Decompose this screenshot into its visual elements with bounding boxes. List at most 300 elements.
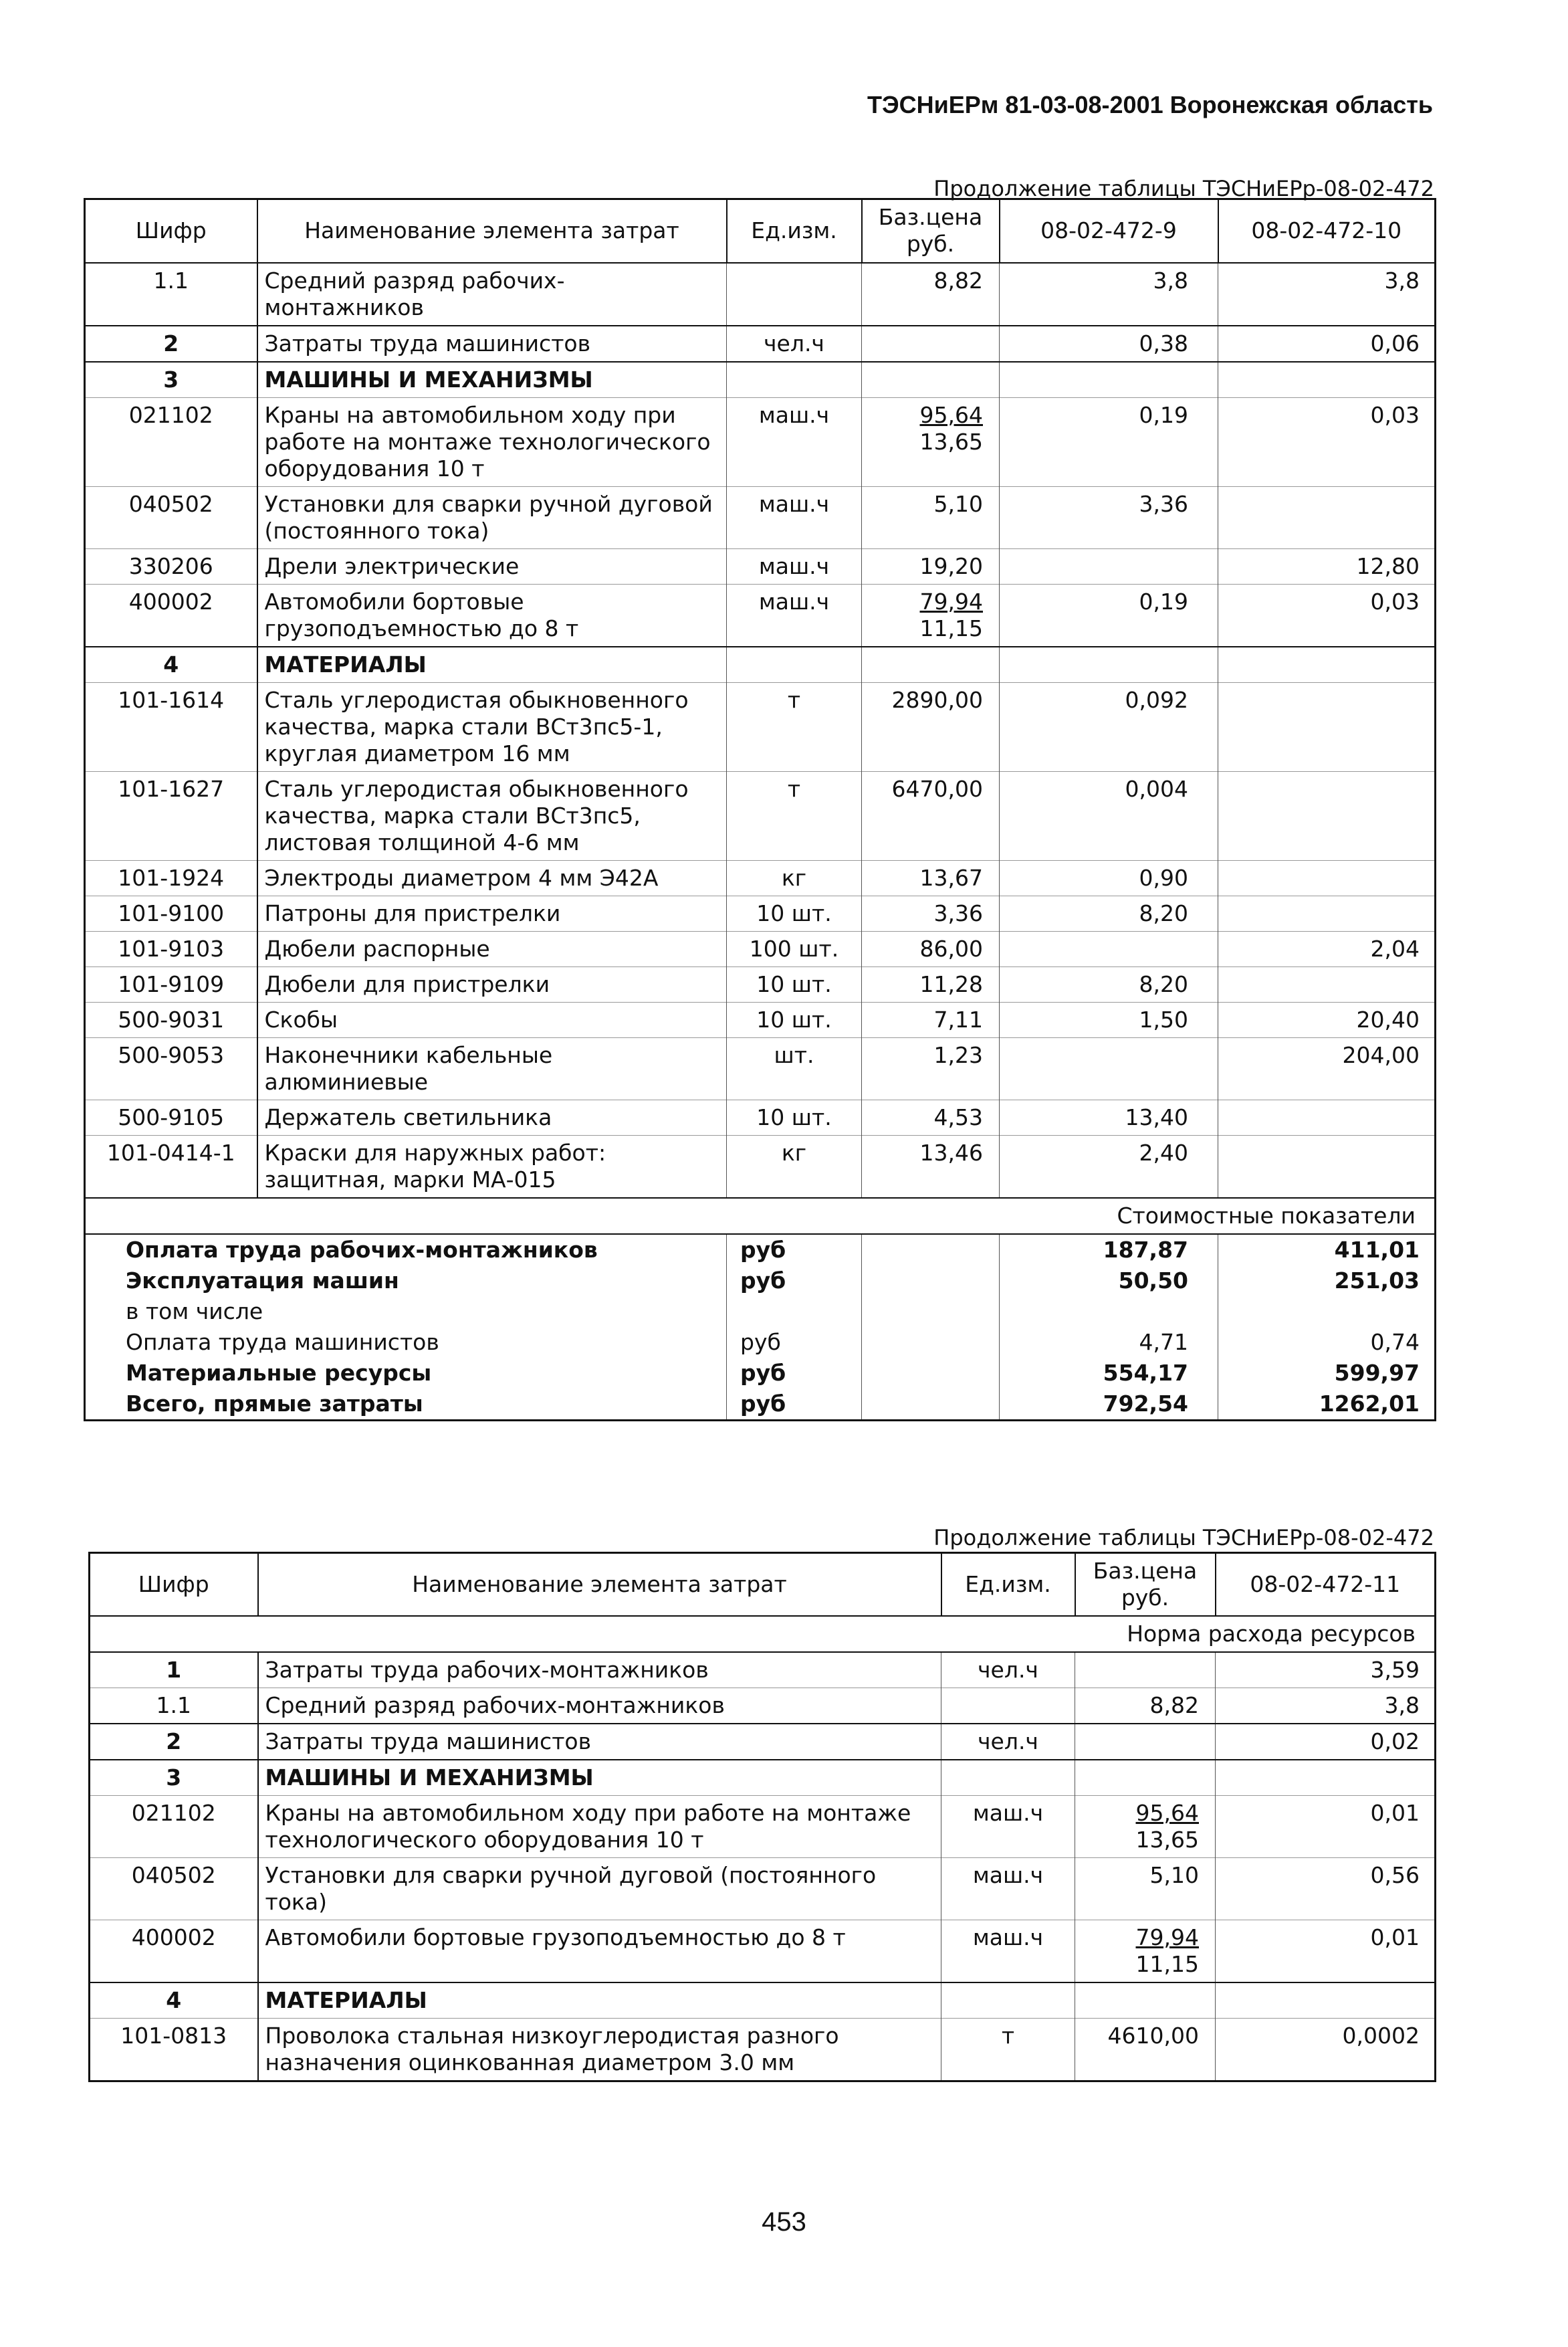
resource-code bbox=[90, 1796, 258, 1858]
resource-code-text: 4 bbox=[163, 651, 179, 678]
resource-name-text: Затраты труда рабочих-монтажников bbox=[265, 1657, 709, 1683]
norm-value-2 bbox=[1218, 1100, 1436, 1135]
base-price bbox=[862, 896, 1000, 931]
unit bbox=[727, 1135, 862, 1198]
unit bbox=[727, 860, 862, 896]
cost-label: Оплата труда рабочих-монтажников bbox=[85, 1234, 727, 1265]
resource-table-2 bbox=[88, 1552, 1436, 2082]
norm-value-2 bbox=[1218, 486, 1436, 548]
resource-name bbox=[258, 1688, 941, 1724]
norm-value-1-text: 0,38 bbox=[1139, 330, 1188, 356]
resource-code bbox=[85, 931, 257, 966]
base-price bbox=[862, 647, 1000, 683]
norm-value-1-text: 0,01 bbox=[1370, 1800, 1420, 1826]
norm-value-1 bbox=[1000, 1002, 1218, 1037]
unit-text: чел.ч bbox=[978, 1728, 1038, 1754]
norm-value-1-text: 0,90 bbox=[1139, 864, 1188, 891]
base-price bbox=[1075, 1688, 1216, 1724]
norm-value-2 bbox=[1218, 896, 1436, 931]
resource-code bbox=[85, 584, 257, 647]
header-code: Шифр bbox=[90, 1553, 258, 1617]
norm-value-1-text: 8,20 bbox=[1139, 900, 1188, 926]
resource-name bbox=[257, 548, 727, 584]
unit-text: маш.ч bbox=[972, 1924, 1044, 1950]
resource-code-text: 021102 bbox=[131, 1800, 216, 1826]
unit-text: т bbox=[787, 775, 801, 802]
header-col1: 08-02-472-9 bbox=[1000, 199, 1218, 263]
resource-name bbox=[257, 931, 727, 966]
table-row bbox=[90, 1652, 1436, 1688]
norm-value-1 bbox=[1000, 548, 1218, 584]
norm-value-2 bbox=[1218, 860, 1436, 896]
cost-empty bbox=[862, 1389, 1000, 1421]
table-row bbox=[85, 362, 1436, 398]
cost-row bbox=[85, 1358, 1436, 1389]
table-row bbox=[85, 326, 1436, 362]
base-price-text: 7,11 bbox=[933, 1006, 983, 1033]
unit-text: кг bbox=[781, 1139, 807, 1166]
cost-value-2: 1262,01 bbox=[1319, 1390, 1420, 1417]
table-row bbox=[85, 1135, 1436, 1198]
base-price bbox=[1075, 1652, 1216, 1688]
norm-value-2-text: 12,80 bbox=[1356, 552, 1420, 579]
cost-value-1: 187,87 bbox=[1000, 1234, 1218, 1265]
unit bbox=[941, 1858, 1075, 1920]
norm-caption: Норма расхода ресурсов bbox=[90, 1616, 1436, 1652]
norm-value-1 bbox=[1216, 2019, 1436, 2081]
cost-unit bbox=[727, 1296, 862, 1327]
unit-text: шт. bbox=[774, 1041, 814, 1068]
table1-caption: Продолжение таблицы ТЭСНиЕРр-08-02-472 bbox=[933, 176, 1434, 201]
table-row bbox=[85, 397, 1436, 486]
unit-text: т bbox=[787, 686, 801, 713]
base-price bbox=[862, 1002, 1000, 1037]
norm-value-1-text: 0,19 bbox=[1139, 588, 1188, 615]
header-name: Наименование элемента затрат bbox=[258, 1553, 941, 1617]
norm-value-1-text: 13,40 bbox=[1125, 1104, 1188, 1130]
page-number: 453 bbox=[762, 2207, 806, 2237]
table-row bbox=[85, 896, 1436, 931]
cost-unit: руб bbox=[727, 1265, 862, 1296]
norm-value-1 bbox=[1000, 1100, 1218, 1135]
table2-caption: Продолжение таблицы ТЭСНиЕРр-08-02-472 bbox=[933, 1525, 1434, 1550]
norm-value-2-text: 0,03 bbox=[1370, 401, 1420, 428]
table-row bbox=[85, 486, 1436, 548]
table-row bbox=[85, 682, 1436, 771]
table-row bbox=[90, 1796, 1436, 1858]
table-row bbox=[85, 931, 1436, 966]
resource-code bbox=[85, 966, 257, 1002]
base-price bbox=[1075, 2019, 1216, 2081]
base-price bbox=[862, 326, 1000, 362]
base-price-text: 4,53 bbox=[933, 1104, 983, 1130]
table2-header-row bbox=[90, 1553, 1436, 1617]
base-price bbox=[1075, 1760, 1216, 1796]
resource-code bbox=[85, 647, 257, 683]
header-price: Баз.цена руб. bbox=[1075, 1553, 1216, 1617]
norm-value-2-text: 204,00 bbox=[1342, 1041, 1420, 1068]
cost-empty bbox=[862, 1296, 1000, 1327]
resource-code-text: 101-9103 bbox=[118, 935, 225, 962]
resource-code-text: 101-0414-1 bbox=[106, 1139, 235, 1166]
resource-name bbox=[257, 326, 727, 362]
resource-code bbox=[90, 2019, 258, 2081]
norm-value-1-text: 0,01 bbox=[1370, 1924, 1420, 1950]
resource-code-text: 101-1614 bbox=[118, 686, 225, 713]
norm-value-1-text: 0,56 bbox=[1370, 1862, 1420, 1888]
norm-value-2 bbox=[1218, 362, 1436, 398]
unit bbox=[727, 1002, 862, 1037]
norm-value-1 bbox=[1000, 771, 1218, 860]
norm-value-1 bbox=[1000, 647, 1218, 683]
resource-name-text: МАТЕРИАЛЫ bbox=[264, 651, 427, 678]
norm-value-2 bbox=[1218, 647, 1436, 683]
resource-name bbox=[257, 647, 727, 683]
base-price-text: 4610,00 bbox=[1107, 2023, 1199, 2049]
unit-text: маш.ч bbox=[972, 1800, 1044, 1826]
cost-unit: руб bbox=[727, 1234, 862, 1265]
resource-code bbox=[90, 1760, 258, 1796]
resource-code bbox=[85, 1100, 257, 1135]
norm-value-1-text: 8,20 bbox=[1139, 971, 1188, 997]
base-price bbox=[862, 486, 1000, 548]
base-price-text: 8,82 bbox=[933, 267, 983, 294]
unit bbox=[727, 931, 862, 966]
header-code: Шифр bbox=[85, 199, 257, 263]
norm-value-1 bbox=[1216, 1688, 1436, 1724]
resource-code bbox=[85, 548, 257, 584]
norm-value-1 bbox=[1216, 1796, 1436, 1858]
cost-label: Оплата труда машинистов bbox=[85, 1327, 727, 1358]
resource-name bbox=[258, 1796, 941, 1858]
norm-value-1 bbox=[1216, 1858, 1436, 1920]
resource-name-text: Наконечники кабельные алюминиевые bbox=[264, 1041, 553, 1095]
base-price-cell bbox=[862, 584, 1000, 647]
resource-code-text: 1.1 bbox=[156, 1692, 191, 1718]
table-row bbox=[85, 771, 1436, 860]
norm-value-2 bbox=[1218, 1037, 1436, 1100]
resource-code bbox=[85, 326, 257, 362]
base-price: 79,94 bbox=[919, 588, 983, 615]
base-price bbox=[862, 771, 1000, 860]
cost-empty bbox=[862, 1358, 1000, 1389]
norm-value-1-text: 3,8 bbox=[1384, 1692, 1420, 1718]
unit bbox=[727, 362, 862, 398]
cost-label: в том числе bbox=[85, 1296, 727, 1327]
base-price-wage: 13,65 bbox=[1135, 1827, 1199, 1853]
norm-value-1-text: 0,19 bbox=[1139, 401, 1188, 428]
base-price-text: 6470,00 bbox=[891, 775, 983, 802]
norm-value-2-text: 0,06 bbox=[1370, 330, 1420, 356]
unit bbox=[727, 896, 862, 931]
cost-row bbox=[85, 1327, 1436, 1358]
norm-value-1 bbox=[1216, 1724, 1436, 1760]
resource-name bbox=[257, 1100, 727, 1135]
resource-name-text: Автомобили бортовые грузоподъемностью до 8 т bbox=[265, 1924, 846, 1950]
table-row bbox=[90, 1724, 1436, 1760]
resource-code-text: 101-1924 bbox=[118, 864, 225, 891]
norm-value-1 bbox=[1000, 931, 1218, 966]
resource-name-text: Дюбели для пристрелки bbox=[264, 971, 550, 997]
norm-value-2 bbox=[1218, 1002, 1436, 1037]
cost-empty bbox=[862, 1234, 1000, 1265]
norm-value-1 bbox=[1000, 896, 1218, 931]
resource-code-text: 040502 bbox=[128, 490, 213, 517]
resource-name-text: МАШИНЫ И МЕХАНИЗМЫ bbox=[265, 1764, 594, 1791]
unit bbox=[727, 966, 862, 1002]
unit bbox=[941, 1652, 1075, 1688]
resource-name-text: Сталь углеродистая обыкновенного качества, марка стали ВСт3пс5, листовая толщиной 4-6 мм bbox=[264, 775, 689, 855]
unit-text: маш.ч bbox=[758, 401, 830, 428]
resource-code-text: 500-9105 bbox=[118, 1104, 225, 1130]
resource-name-text: Сталь углеродистая обыкновенного качества, марка стали ВСт3пс5-1, круглая диаметром 16 мм bbox=[264, 686, 689, 767]
base-price-cell bbox=[1075, 1796, 1216, 1858]
resource-code-text: 1.1 bbox=[153, 267, 189, 294]
base-price-text: 1,23 bbox=[933, 1041, 983, 1068]
unit bbox=[727, 647, 862, 683]
header-unit: Ед.изм. bbox=[941, 1553, 1075, 1617]
resource-code bbox=[85, 362, 257, 398]
norm-value-2 bbox=[1218, 1135, 1436, 1198]
unit bbox=[941, 1920, 1075, 1983]
resource-name bbox=[258, 1652, 941, 1688]
resource-code bbox=[90, 1858, 258, 1920]
resource-name-text: МАТЕРИАЛЫ bbox=[265, 1987, 427, 2013]
unit-text: 10 шт. bbox=[756, 1104, 832, 1130]
cost-row bbox=[85, 1296, 1436, 1327]
resource-code bbox=[85, 771, 257, 860]
resource-code-text: 4 bbox=[166, 1987, 182, 2013]
resource-name-text: Краски для наружных работ: защитная, марки МА-015 bbox=[264, 1139, 606, 1193]
unit-text: т bbox=[1001, 2023, 1015, 2049]
cost-label: Материальные ресурсы bbox=[85, 1358, 727, 1389]
resource-code-text: 101-1627 bbox=[118, 775, 225, 802]
norm-value-2 bbox=[1218, 326, 1436, 362]
base-price bbox=[862, 1037, 1000, 1100]
unit-text: маш.ч bbox=[758, 490, 830, 517]
base-price bbox=[862, 1135, 1000, 1198]
norm-value-1 bbox=[1000, 263, 1218, 326]
norm-value-2-text: 0,03 bbox=[1370, 588, 1420, 615]
norm-value-2 bbox=[1218, 682, 1436, 771]
cost-unit: руб bbox=[727, 1327, 862, 1358]
resource-name-text: Автомобили бортовые грузоподъемностью до 8 т bbox=[264, 588, 579, 641]
norm-value-1-text: 3,8 bbox=[1153, 267, 1188, 294]
base-price bbox=[862, 263, 1000, 326]
resource-code-text: 1 bbox=[166, 1657, 182, 1683]
resource-name-text: Установки для сварки ручной дуговой (постоянного тока) bbox=[264, 490, 713, 544]
norm-value-1 bbox=[1000, 326, 1218, 362]
resource-name bbox=[257, 362, 727, 398]
resource-code-text: 021102 bbox=[128, 401, 213, 428]
resource-name-text: Держатель светильника bbox=[264, 1104, 552, 1130]
resource-name bbox=[258, 1920, 941, 1983]
resource-code-text: 330206 bbox=[128, 552, 213, 579]
resource-name-text: МАШИНЫ И МЕХАНИЗМЫ bbox=[264, 366, 593, 393]
resource-code bbox=[85, 682, 257, 771]
base-price-wage: 13,65 bbox=[919, 428, 983, 455]
resource-table-1 bbox=[84, 198, 1436, 1421]
resource-code-text: 101-9109 bbox=[118, 971, 225, 997]
unit bbox=[941, 2019, 1075, 2081]
resource-name bbox=[258, 1724, 941, 1760]
table-row bbox=[85, 584, 1436, 647]
table-row bbox=[85, 966, 1436, 1002]
cost-unit: руб bbox=[727, 1358, 862, 1389]
resource-name-text: Скобы bbox=[264, 1006, 338, 1033]
norm-value-2-text: 3,8 bbox=[1384, 267, 1420, 294]
resource-name bbox=[258, 1760, 941, 1796]
base-price-cell bbox=[862, 397, 1000, 486]
norm-value-1 bbox=[1216, 1982, 1436, 2019]
unit bbox=[941, 1688, 1075, 1724]
base-price bbox=[1075, 1858, 1216, 1920]
unit-text: маш.ч bbox=[972, 1862, 1044, 1888]
resource-name bbox=[257, 486, 727, 548]
base-price bbox=[862, 362, 1000, 398]
header-unit: Ед.изм. bbox=[727, 199, 862, 263]
unit bbox=[727, 548, 862, 584]
base-price: 95,64 bbox=[919, 401, 983, 428]
base-price bbox=[862, 931, 1000, 966]
resource-name bbox=[257, 397, 727, 486]
norm-value-1-text: 0,02 bbox=[1370, 1728, 1420, 1754]
resource-code-text: 2 bbox=[166, 1728, 182, 1754]
norm-value-1 bbox=[1000, 682, 1218, 771]
resource-name bbox=[257, 896, 727, 931]
norm-value-2 bbox=[1218, 397, 1436, 486]
norm-value-1-text: 0,0002 bbox=[1342, 2023, 1420, 2049]
unit bbox=[941, 1796, 1075, 1858]
resource-code-text: 101-0813 bbox=[120, 2023, 227, 2049]
norm-caption-row bbox=[90, 1616, 1436, 1652]
resource-name-text: Затраты труда машинистов bbox=[265, 1728, 592, 1754]
norm-value-1 bbox=[1216, 1652, 1436, 1688]
header-col1: 08-02-472-11 bbox=[1216, 1553, 1436, 1617]
base-price-cell bbox=[1075, 1920, 1216, 1983]
cost-unit: руб bbox=[727, 1389, 862, 1421]
resource-code bbox=[85, 397, 257, 486]
unit bbox=[727, 397, 862, 486]
base-price bbox=[862, 1100, 1000, 1135]
resource-code bbox=[90, 1982, 258, 2019]
resource-code bbox=[90, 1920, 258, 1983]
resource-code-text: 500-9031 bbox=[118, 1006, 225, 1033]
cost-empty bbox=[862, 1327, 1000, 1358]
resource-code bbox=[90, 1688, 258, 1724]
norm-value-1-text: 3,59 bbox=[1370, 1657, 1420, 1683]
unit bbox=[941, 1724, 1075, 1760]
base-price-text: 5,10 bbox=[933, 490, 983, 517]
cost-value-2: 599,97 bbox=[1334, 1359, 1420, 1386]
base-price-text: 86,00 bbox=[919, 935, 983, 962]
resource-name-text: Дрели электрические bbox=[264, 552, 520, 579]
table-row bbox=[85, 1002, 1436, 1037]
base-price-text: 8,82 bbox=[1149, 1692, 1199, 1718]
table-row bbox=[90, 1920, 1436, 1983]
cost-value-1: 792,54 bbox=[1000, 1389, 1218, 1421]
table-row bbox=[90, 1858, 1436, 1920]
resource-name-text: Электроды диаметром 4 мм Э42А bbox=[264, 864, 659, 891]
base-price bbox=[862, 682, 1000, 771]
cost-value-1: 554,17 bbox=[1000, 1358, 1218, 1389]
cost-row bbox=[85, 1389, 1436, 1421]
resource-name bbox=[258, 2019, 941, 2081]
resource-name bbox=[257, 682, 727, 771]
resource-name-text: Проволока стальная низкоуглеродистая разного назначения оцинкованная диаметром 3.0 мм bbox=[265, 2023, 839, 2075]
base-price: 95,64 bbox=[1135, 1800, 1199, 1826]
header-price: Баз.цена руб. bbox=[862, 199, 1000, 263]
unit-text: 10 шт. bbox=[756, 1006, 832, 1033]
cost-empty bbox=[862, 1265, 1000, 1296]
cost-value-1 bbox=[1000, 1296, 1218, 1327]
base-price-text: 11,28 bbox=[919, 971, 983, 997]
norm-value-1 bbox=[1000, 486, 1218, 548]
cost-value-2: 251,03 bbox=[1334, 1267, 1420, 1294]
base-price bbox=[862, 860, 1000, 896]
resource-code-text: 3 bbox=[163, 366, 179, 393]
resource-code bbox=[85, 263, 257, 326]
base-price-text: 2890,00 bbox=[891, 686, 983, 713]
resource-name bbox=[258, 1858, 941, 1920]
resource-name bbox=[258, 1982, 941, 2019]
resource-code-text: 040502 bbox=[131, 1862, 216, 1888]
resource-code bbox=[90, 1724, 258, 1760]
resource-code-text: 500-9053 bbox=[118, 1041, 225, 1068]
resource-code bbox=[90, 1652, 258, 1688]
table-row bbox=[85, 263, 1436, 326]
unit-text: чел.ч bbox=[764, 330, 824, 356]
resource-name bbox=[257, 966, 727, 1002]
resource-code bbox=[85, 896, 257, 931]
norm-value-1 bbox=[1000, 1037, 1218, 1100]
cost-caption-row bbox=[85, 1198, 1436, 1234]
unit bbox=[727, 1037, 862, 1100]
norm-value-2 bbox=[1218, 966, 1436, 1002]
unit bbox=[727, 486, 862, 548]
resource-name bbox=[257, 1135, 727, 1198]
resource-name bbox=[257, 771, 727, 860]
document-header: ТЭСНиЕРм 81-03-08-2001 Воронежская область bbox=[867, 91, 1433, 118]
unit-text: маш.ч bbox=[758, 552, 830, 579]
resource-name-text: Установки для сварки ручной дуговой (постоянного тока) bbox=[265, 1862, 877, 1915]
resource-name bbox=[257, 263, 727, 326]
unit-text: 100 шт. bbox=[749, 935, 839, 962]
resource-name bbox=[257, 1037, 727, 1100]
table-row bbox=[85, 1037, 1436, 1100]
cost-value-2: 0,74 bbox=[1370, 1328, 1420, 1355]
base-price: 79,94 bbox=[1135, 1924, 1199, 1950]
cost-caption: Стоимостные показатели bbox=[85, 1198, 1436, 1234]
resource-code bbox=[85, 486, 257, 548]
resource-code-text: 101-9100 bbox=[118, 900, 225, 926]
unit bbox=[727, 682, 862, 771]
norm-value-1 bbox=[1000, 1135, 1218, 1198]
unit-text: кг bbox=[781, 864, 807, 891]
norm-value-1 bbox=[1000, 966, 1218, 1002]
norm-value-2 bbox=[1218, 584, 1436, 647]
unit-text: 10 шт. bbox=[756, 900, 832, 926]
norm-value-2-text: 20,40 bbox=[1356, 1006, 1420, 1033]
norm-value-1 bbox=[1216, 1920, 1436, 1983]
resource-code-text: 400002 bbox=[128, 588, 213, 615]
resource-code-text: 3 bbox=[166, 1764, 182, 1791]
unit bbox=[727, 771, 862, 860]
base-price bbox=[1075, 1982, 1216, 2019]
table-row bbox=[85, 1100, 1436, 1135]
norm-value-2 bbox=[1218, 771, 1436, 860]
norm-value-1 bbox=[1000, 584, 1218, 647]
